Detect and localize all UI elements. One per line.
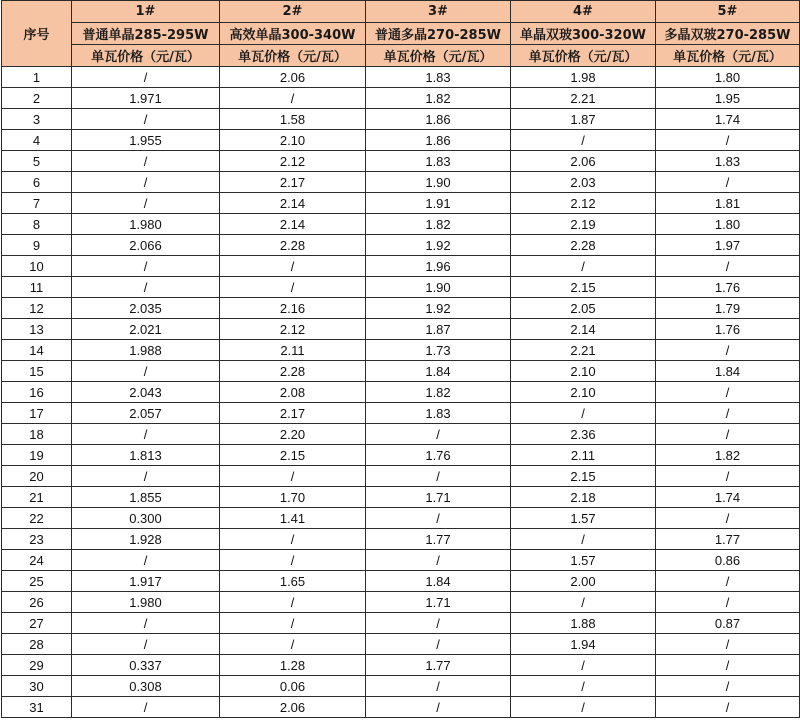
- price-cell: 1.971: [72, 88, 220, 109]
- price-cell: 2.17: [220, 172, 366, 193]
- price-cell: 1.28: [220, 655, 366, 676]
- unit-header-5: 单瓦价格（元/瓦）: [656, 45, 800, 67]
- serial-number-cell: 2: [2, 88, 72, 109]
- price-cell: /: [656, 508, 800, 529]
- price-cell: 2.15: [511, 466, 656, 487]
- table-row: [2, 298, 800, 319]
- group-header-1: 1#: [72, 1, 220, 23]
- price-cell: /: [72, 550, 220, 571]
- price-cell: /: [220, 592, 366, 613]
- price-cell: 2.16: [220, 298, 366, 319]
- price-cell: 1.94: [511, 634, 656, 655]
- price-cell: 2.10: [220, 130, 366, 151]
- serial-number-cell: 24: [2, 550, 72, 571]
- table-row: [2, 193, 800, 214]
- price-cell: 2.21: [511, 88, 656, 109]
- price-cell: 1.82: [656, 445, 800, 466]
- price-cell: 2.035: [72, 298, 220, 319]
- serial-number-cell: 9: [2, 235, 72, 256]
- price-cell: 1.917: [72, 571, 220, 592]
- table-row: [2, 508, 800, 529]
- serial-number-cell: 19: [2, 445, 72, 466]
- unit-header-2: 单瓦价格（元/瓦）: [220, 45, 366, 67]
- price-cell: 1.96: [366, 256, 511, 277]
- price-cell: /: [72, 697, 220, 718]
- table-row: [2, 424, 800, 445]
- price-cell: 0.300: [72, 508, 220, 529]
- serial-number-cell: 17: [2, 403, 72, 424]
- price-cell: /: [511, 403, 656, 424]
- price-cell: 1.83: [366, 403, 511, 424]
- price-cell: 2.14: [220, 214, 366, 235]
- price-cell: /: [220, 88, 366, 109]
- price-cell: /: [72, 172, 220, 193]
- price-cell: 2.03: [511, 172, 656, 193]
- price-cell: 1.57: [511, 508, 656, 529]
- table-row: [2, 172, 800, 193]
- price-cell: 1.77: [366, 655, 511, 676]
- serial-number-cell: 26: [2, 592, 72, 613]
- price-cell: /: [511, 655, 656, 676]
- group-header-2: 2#: [220, 1, 366, 23]
- price-cell: /: [220, 529, 366, 550]
- price-cell: /: [511, 697, 656, 718]
- price-cell: /: [72, 424, 220, 445]
- serial-number-cell: 20: [2, 466, 72, 487]
- product-header-3: 普通多晶270-285W: [366, 23, 511, 45]
- unit-header-row: [2, 45, 800, 67]
- table-row: [2, 382, 800, 403]
- price-cell: 1.74: [656, 109, 800, 130]
- price-cell: 1.855: [72, 487, 220, 508]
- price-cell: 2.11: [220, 340, 366, 361]
- serial-number-cell: 4: [2, 130, 72, 151]
- price-cell: 0.86: [656, 550, 800, 571]
- price-cell: 1.83: [656, 151, 800, 172]
- price-cell: 1.76: [366, 445, 511, 466]
- price-cell: /: [511, 592, 656, 613]
- price-cell: 1.980: [72, 592, 220, 613]
- price-cell: 2.021: [72, 319, 220, 340]
- price-cell: 1.91: [366, 193, 511, 214]
- serial-number-cell: 12: [2, 298, 72, 319]
- table-row: [2, 403, 800, 424]
- price-cell: /: [656, 130, 800, 151]
- price-cell: 2.14: [511, 319, 656, 340]
- price-cell: 2.066: [72, 235, 220, 256]
- price-cell: 1.71: [366, 592, 511, 613]
- table-row: [2, 109, 800, 130]
- price-cell: 1.988: [72, 340, 220, 361]
- price-cell: 1.81: [656, 193, 800, 214]
- price-cell: 0.337: [72, 655, 220, 676]
- serial-number-cell: 15: [2, 361, 72, 382]
- serial-number-cell: 25: [2, 571, 72, 592]
- price-cell: /: [656, 634, 800, 655]
- serial-number-cell: 11: [2, 277, 72, 298]
- price-cell: 1.98: [511, 67, 656, 88]
- price-cell: /: [72, 634, 220, 655]
- serial-number-cell: 30: [2, 676, 72, 697]
- table-row: [2, 235, 800, 256]
- price-cell: /: [366, 676, 511, 697]
- price-cell: /: [511, 676, 656, 697]
- table-row: [2, 445, 800, 466]
- serial-number-cell: 31: [2, 697, 72, 718]
- table-row: [2, 361, 800, 382]
- price-cell: 1.74: [656, 487, 800, 508]
- price-cell: 2.36: [511, 424, 656, 445]
- price-cell: 1.80: [656, 214, 800, 235]
- table-row: [2, 130, 800, 151]
- price-table: [1, 0, 800, 718]
- price-cell: /: [72, 466, 220, 487]
- price-cell: 1.86: [366, 130, 511, 151]
- price-cell: 1.41: [220, 508, 366, 529]
- serial-number-cell: 3: [2, 109, 72, 130]
- serial-number-cell: 7: [2, 193, 72, 214]
- price-cell: /: [366, 424, 511, 445]
- price-cell: /: [366, 508, 511, 529]
- price-cell: /: [656, 571, 800, 592]
- serial-number-cell: 18: [2, 424, 72, 445]
- serial-number-cell: 5: [2, 151, 72, 172]
- price-cell: 2.17: [220, 403, 366, 424]
- table-row: [2, 67, 800, 88]
- price-cell: 2.06: [511, 151, 656, 172]
- price-cell: 1.82: [366, 88, 511, 109]
- price-cell: /: [72, 361, 220, 382]
- price-cell: /: [72, 109, 220, 130]
- group-header-3: 3#: [366, 1, 511, 23]
- price-cell: 2.14: [220, 193, 366, 214]
- product-header-1: 普通单晶285-295W: [72, 23, 220, 45]
- price-cell: 1.83: [366, 151, 511, 172]
- price-cell: /: [220, 277, 366, 298]
- group-header-4: 4#: [511, 1, 656, 23]
- price-cell: 2.08: [220, 382, 366, 403]
- table-row: [2, 487, 800, 508]
- price-cell: /: [220, 634, 366, 655]
- serial-number-cell: 14: [2, 340, 72, 361]
- serial-number-cell: 16: [2, 382, 72, 403]
- price-cell: 2.10: [511, 382, 656, 403]
- price-cell: /: [220, 466, 366, 487]
- price-cell: 2.18: [511, 487, 656, 508]
- price-cell: 2.05: [511, 298, 656, 319]
- price-cell: /: [72, 613, 220, 634]
- price-cell: /: [656, 697, 800, 718]
- price-cell: 1.97: [656, 235, 800, 256]
- price-cell: /: [656, 340, 800, 361]
- table-row: [2, 319, 800, 340]
- price-cell: 2.20: [220, 424, 366, 445]
- price-cell: /: [220, 256, 366, 277]
- price-cell: 1.82: [366, 382, 511, 403]
- table-row: [2, 214, 800, 235]
- price-cell: /: [366, 613, 511, 634]
- price-cell: /: [656, 424, 800, 445]
- price-cell: 2.28: [511, 235, 656, 256]
- unit-header-4: 单瓦价格（元/瓦）: [511, 45, 656, 67]
- price-cell: /: [72, 67, 220, 88]
- table-body: [2, 67, 800, 718]
- price-cell: 2.15: [220, 445, 366, 466]
- price-cell: /: [656, 592, 800, 613]
- price-cell: /: [656, 655, 800, 676]
- price-cell: /: [366, 550, 511, 571]
- price-cell: 2.06: [220, 697, 366, 718]
- table-row: [2, 277, 800, 298]
- price-cell: 2.28: [220, 361, 366, 382]
- price-cell: 2.12: [511, 193, 656, 214]
- price-cell: 2.057: [72, 403, 220, 424]
- price-cell: /: [511, 529, 656, 550]
- price-cell: 0.308: [72, 676, 220, 697]
- table-row: [2, 340, 800, 361]
- product-header-row: [2, 23, 800, 45]
- table-row: [2, 466, 800, 487]
- price-cell: /: [72, 193, 220, 214]
- group-header-5: 5#: [656, 1, 800, 23]
- price-cell: 1.86: [366, 109, 511, 130]
- serial-number-cell: 1: [2, 67, 72, 88]
- price-cell: /: [366, 634, 511, 655]
- price-cell: 0.87: [656, 613, 800, 634]
- price-cell: 1.80: [656, 67, 800, 88]
- table-row: [2, 151, 800, 172]
- price-cell: 1.57: [511, 550, 656, 571]
- price-cell: 1.813: [72, 445, 220, 466]
- serial-number-cell: 6: [2, 172, 72, 193]
- price-cell: /: [656, 403, 800, 424]
- price-cell: 1.71: [366, 487, 511, 508]
- serial-number-cell: 10: [2, 256, 72, 277]
- serial-number-cell: 22: [2, 508, 72, 529]
- price-cell: 1.84: [656, 361, 800, 382]
- price-cell: /: [656, 172, 800, 193]
- table-row: [2, 256, 800, 277]
- price-cell: 1.90: [366, 172, 511, 193]
- product-header-2: 高效单晶300-340W: [220, 23, 366, 45]
- price-cell: /: [656, 256, 800, 277]
- price-cell: 2.15: [511, 277, 656, 298]
- group-header-row: [2, 1, 800, 23]
- price-cell: 1.88: [511, 613, 656, 634]
- unit-header-3: 单瓦价格（元/瓦）: [366, 45, 511, 67]
- price-cell: 1.84: [366, 361, 511, 382]
- price-cell: /: [220, 613, 366, 634]
- price-cell: 1.955: [72, 130, 220, 151]
- price-cell: 1.76: [656, 277, 800, 298]
- table-row: [2, 571, 800, 592]
- price-cell: 1.928: [72, 529, 220, 550]
- price-cell: /: [220, 550, 366, 571]
- serial-number-cell: 28: [2, 634, 72, 655]
- price-cell: 1.980: [72, 214, 220, 235]
- table-row: [2, 88, 800, 109]
- price-cell: 1.73: [366, 340, 511, 361]
- price-cell: /: [366, 466, 511, 487]
- price-cell: /: [72, 277, 220, 298]
- price-cell: /: [72, 256, 220, 277]
- price-cell: /: [511, 256, 656, 277]
- price-cell: 1.92: [366, 235, 511, 256]
- serial-number-header: 序号: [2, 1, 72, 67]
- table-row: [2, 676, 800, 697]
- price-cell: 0.06: [220, 676, 366, 697]
- price-cell: 2.21: [511, 340, 656, 361]
- price-cell: 1.65: [220, 571, 366, 592]
- table-row: [2, 550, 800, 571]
- price-cell: 1.76: [656, 319, 800, 340]
- price-cell: 2.11: [511, 445, 656, 466]
- price-cell: 1.70: [220, 487, 366, 508]
- product-header-5: 多晶双玻270-285W: [656, 23, 800, 45]
- price-cell: 2.043: [72, 382, 220, 403]
- serial-number-cell: 13: [2, 319, 72, 340]
- price-cell: /: [366, 697, 511, 718]
- price-cell: 2.06: [220, 67, 366, 88]
- table-header: [2, 1, 800, 67]
- table-row: [2, 592, 800, 613]
- unit-header-1: 单瓦价格（元/瓦）: [72, 45, 220, 67]
- table-row: [2, 697, 800, 718]
- serial-number-cell: 27: [2, 613, 72, 634]
- price-cell: /: [656, 382, 800, 403]
- price-cell: 1.92: [366, 298, 511, 319]
- price-cell: 1.77: [656, 529, 800, 550]
- price-cell: 2.28: [220, 235, 366, 256]
- price-cell: 1.79: [656, 298, 800, 319]
- product-header-4: 单晶双玻300-320W: [511, 23, 656, 45]
- table-row: [2, 613, 800, 634]
- price-cell: /: [656, 466, 800, 487]
- price-cell: 1.90: [366, 277, 511, 298]
- serial-number-cell: 8: [2, 214, 72, 235]
- price-cell: 1.82: [366, 214, 511, 235]
- price-cell: 1.95: [656, 88, 800, 109]
- price-cell: 2.10: [511, 361, 656, 382]
- serial-number-cell: 23: [2, 529, 72, 550]
- price-cell: 2.00: [511, 571, 656, 592]
- price-cell: 2.12: [220, 151, 366, 172]
- table-row: [2, 655, 800, 676]
- price-cell: 1.77: [366, 529, 511, 550]
- serial-number-cell: 29: [2, 655, 72, 676]
- price-cell: 1.87: [511, 109, 656, 130]
- price-cell: 1.83: [366, 67, 511, 88]
- price-cell: 1.58: [220, 109, 366, 130]
- table-row: [2, 634, 800, 655]
- price-cell: 1.84: [366, 571, 511, 592]
- price-cell: 1.87: [366, 319, 511, 340]
- price-cell: /: [656, 676, 800, 697]
- price-cell: /: [72, 151, 220, 172]
- price-cell: /: [511, 130, 656, 151]
- price-cell: 2.19: [511, 214, 656, 235]
- table-row: [2, 529, 800, 550]
- price-cell: 2.12: [220, 319, 366, 340]
- serial-number-cell: 21: [2, 487, 72, 508]
